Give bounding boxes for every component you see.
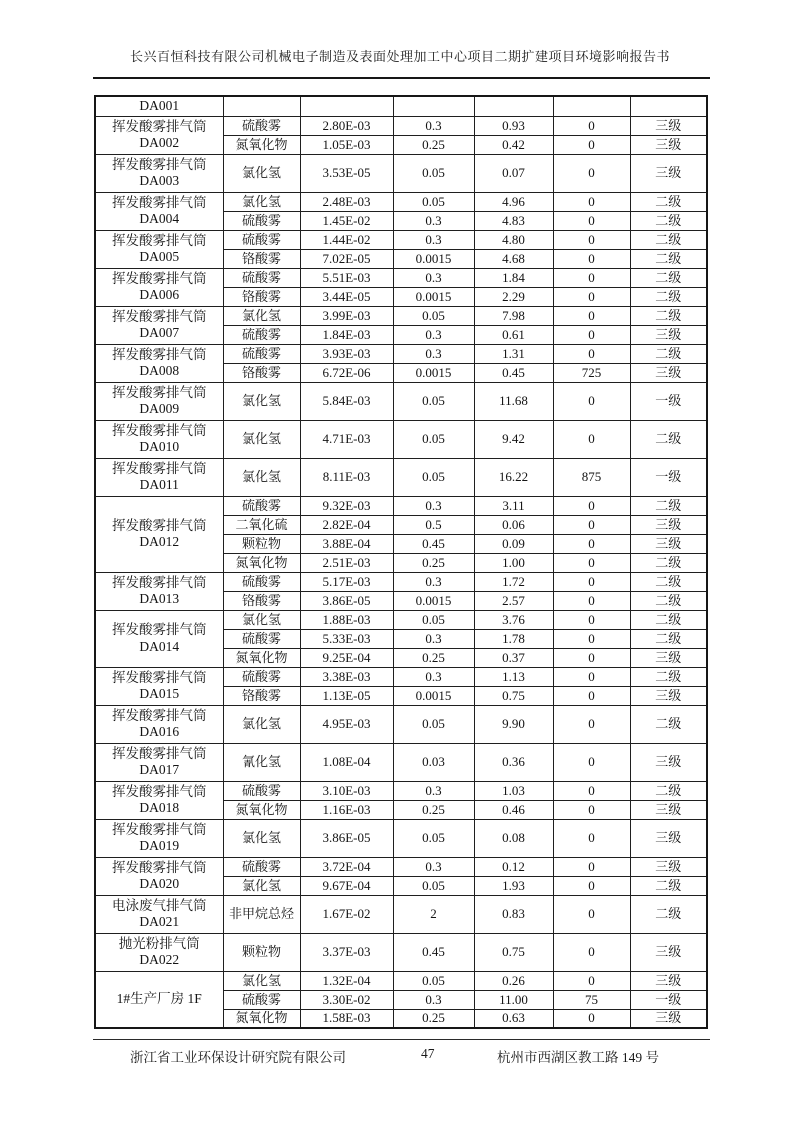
cell-empty	[393, 96, 474, 116]
cell-stack-name: 挥发酸雾排气筒 DA007	[95, 306, 223, 344]
cell-extra: 0	[553, 781, 630, 800]
cell-stack-name: 挥发酸雾排气筒 DA014	[95, 610, 223, 667]
cell-emission-rate: 3.37E-03	[300, 933, 393, 971]
cell-pollutant: 硫酸雾	[223, 667, 300, 686]
cell-extra: 0	[553, 933, 630, 971]
footer-page-number: 47	[421, 1046, 435, 1061]
cell-level: 二级	[630, 344, 707, 363]
cell-emission-rate: 1.08E-04	[300, 743, 393, 781]
cell-level: 二级	[630, 553, 707, 572]
cell-standard-rate: 0.3	[393, 667, 474, 686]
cell-standard-rate: 0.3	[393, 496, 474, 515]
table-row	[95, 610, 707, 629]
table-row	[95, 743, 707, 781]
footer-address: 杭州市西湖区教工路 149 号	[497, 1050, 659, 1065]
cell-extra: 0	[553, 211, 630, 230]
cell-emission-rate: 3.53E-05	[300, 154, 393, 192]
cell-level: 二级	[630, 230, 707, 249]
cell-standard-rate: 0.3	[393, 344, 474, 363]
cell-emission-rate: 2.48E-03	[300, 192, 393, 211]
cell-standard-rate: 0.0015	[393, 363, 474, 382]
cell-ratio: 0.07	[474, 154, 553, 192]
cell-ratio: 9.90	[474, 705, 553, 743]
cell-pollutant: 硫酸雾	[223, 268, 300, 287]
cell-stack-name: 挥发酸雾排气筒 DA020	[95, 857, 223, 895]
cell-ratio: 9.42	[474, 420, 553, 458]
cell-ratio: 4.96	[474, 192, 553, 211]
cell-pollutant: 硫酸雾	[223, 857, 300, 876]
cell-standard-rate: 0.45	[393, 933, 474, 971]
cell-emission-rate: 8.11E-03	[300, 458, 393, 496]
table-row	[95, 933, 707, 971]
cell-standard-rate: 0.25	[393, 135, 474, 154]
cell-extra: 0	[553, 686, 630, 705]
cell-pollutant: 硫酸雾	[223, 344, 300, 363]
cell-extra: 0	[553, 1009, 630, 1028]
cell-standard-rate: 0.3	[393, 325, 474, 344]
cell-ratio: 0.06	[474, 515, 553, 534]
cell-emission-rate: 2.51E-03	[300, 553, 393, 572]
cell-ratio: 0.46	[474, 800, 553, 819]
cell-stack-name: 1#生产厂房 1F	[95, 971, 223, 1028]
cell-pollutant: 铬酸雾	[223, 249, 300, 268]
cell-extra: 0	[553, 553, 630, 572]
cell-standard-rate: 0.05	[393, 610, 474, 629]
cell-standard-rate: 0.3	[393, 230, 474, 249]
cell-pollutant: 氯化氢	[223, 971, 300, 990]
cell-extra: 0	[553, 496, 630, 515]
cell-standard-rate: 0.3	[393, 211, 474, 230]
cell-pollutant: 铬酸雾	[223, 591, 300, 610]
cell-ratio: 0.37	[474, 648, 553, 667]
cell-stack-name: 挥发酸雾排气筒 DA009	[95, 382, 223, 420]
cell-level: 二级	[630, 211, 707, 230]
cell-extra: 0	[553, 249, 630, 268]
cell-stack-name: 挥发酸雾排气筒 DA003	[95, 154, 223, 192]
cell-ratio: 1.03	[474, 781, 553, 800]
cell-level: 二级	[630, 192, 707, 211]
cell-ratio: 4.80	[474, 230, 553, 249]
cell-ratio: 4.68	[474, 249, 553, 268]
cell-pollutant: 氯化氢	[223, 192, 300, 211]
cell-empty	[223, 96, 300, 116]
cell-extra: 725	[553, 363, 630, 382]
cell-level: 三级	[630, 116, 707, 135]
cell-standard-rate: 0.25	[393, 648, 474, 667]
cell-extra: 0	[553, 230, 630, 249]
cell-standard-rate: 0.25	[393, 1009, 474, 1028]
cell-level: 三级	[630, 819, 707, 857]
cell-emission-rate: 5.17E-03	[300, 572, 393, 591]
cell-standard-rate: 0.0015	[393, 591, 474, 610]
cell-pollutant: 硫酸雾	[223, 211, 300, 230]
cell-emission-rate: 3.30E-02	[300, 990, 393, 1009]
table-row	[95, 705, 707, 743]
cell-pollutant: 氮氧化物	[223, 135, 300, 154]
cell-emission-rate: 9.67E-04	[300, 876, 393, 895]
cell-level: 三级	[630, 363, 707, 382]
cell-standard-rate: 0.0015	[393, 249, 474, 268]
cell-extra: 0	[553, 192, 630, 211]
table-row	[95, 496, 707, 515]
cell-level: 三级	[630, 1009, 707, 1028]
cell-extra: 0	[553, 572, 630, 591]
cell-standard-rate: 0.25	[393, 553, 474, 572]
table-row	[95, 192, 707, 211]
cell-emission-rate: 1.88E-03	[300, 610, 393, 629]
cell-standard-rate: 0.3	[393, 629, 474, 648]
cell-standard-rate: 0.3	[393, 781, 474, 800]
page-footer	[0, 1046, 800, 1066]
cell-ratio: 0.83	[474, 895, 553, 933]
cell-emission-rate: 3.10E-03	[300, 781, 393, 800]
cell-standard-rate: 0.05	[393, 705, 474, 743]
cell-level: 三级	[630, 648, 707, 667]
table-row	[95, 344, 707, 363]
table-row	[95, 116, 707, 135]
cell-extra: 0	[553, 344, 630, 363]
cell-level: 三级	[630, 857, 707, 876]
cell-ratio: 0.75	[474, 686, 553, 705]
cell-pollutant: 硫酸雾	[223, 116, 300, 135]
table-row	[95, 572, 707, 591]
cell-extra: 0	[553, 116, 630, 135]
cell-ratio: 1.72	[474, 572, 553, 591]
cell-standard-rate: 0.3	[393, 857, 474, 876]
cell-extra: 0	[553, 895, 630, 933]
cell-stack-name: 挥发酸雾排气筒 DA008	[95, 344, 223, 382]
cell-emission-rate: 3.44E-05	[300, 287, 393, 306]
cell-extra: 0	[553, 610, 630, 629]
cell-emission-rate: 2.80E-03	[300, 116, 393, 135]
cell-ratio: 4.83	[474, 211, 553, 230]
cell-ratio: 11.68	[474, 382, 553, 420]
cell-ratio: 0.42	[474, 135, 553, 154]
cell-extra: 0	[553, 287, 630, 306]
cell-ratio: 0.12	[474, 857, 553, 876]
cell-stack-name: 挥发酸雾排气筒 DA002	[95, 116, 223, 154]
cell-extra: 0	[553, 876, 630, 895]
cell-extra: 0	[553, 515, 630, 534]
cell-pollutant: 非甲烷总烃	[223, 895, 300, 933]
cell-level: 三级	[630, 135, 707, 154]
cell-empty	[300, 96, 393, 116]
cell-emission-rate: 5.84E-03	[300, 382, 393, 420]
cell-ratio: 3.11	[474, 496, 553, 515]
cell-emission-rate: 1.16E-03	[300, 800, 393, 819]
cell-pollutant: 硫酸雾	[223, 990, 300, 1009]
cell-stack-name: 挥发酸雾排气筒 DA017	[95, 743, 223, 781]
table-row	[95, 667, 707, 686]
cell-standard-rate: 0.05	[393, 819, 474, 857]
cell-stack-name: 挥发酸雾排气筒 DA012	[95, 496, 223, 572]
cell-pollutant: 氯化氢	[223, 306, 300, 325]
cell-pollutant: 氯化氢	[223, 382, 300, 420]
cell-stack-name: 挥发酸雾排气筒 DA019	[95, 819, 223, 857]
cell-stack-name: 挥发酸雾排气筒 DA013	[95, 572, 223, 610]
cell-emission-rate: 4.95E-03	[300, 705, 393, 743]
cell-emission-rate: 5.33E-03	[300, 629, 393, 648]
cell-ratio: 0.93	[474, 116, 553, 135]
cell-level: 三级	[630, 534, 707, 553]
cell-standard-rate: 0.3	[393, 268, 474, 287]
cell-level: 一级	[630, 990, 707, 1009]
cell-standard-rate: 0.05	[393, 458, 474, 496]
cell-level: 二级	[630, 306, 707, 325]
cell-pollutant: 氰化氢	[223, 743, 300, 781]
cell-standard-rate: 0.05	[393, 420, 474, 458]
cell-pollutant: 氯化氢	[223, 458, 300, 496]
cell-extra: 0	[553, 325, 630, 344]
cell-pollutant: 氮氧化物	[223, 800, 300, 819]
cell-emission-rate: 3.93E-03	[300, 344, 393, 363]
cell-standard-rate: 0.0015	[393, 686, 474, 705]
cell-pollutant: 二氧化硫	[223, 515, 300, 534]
cell-ratio: 1.78	[474, 629, 553, 648]
cell-stack-name: 挥发酸雾排气筒 DA006	[95, 268, 223, 306]
cell-level: 一级	[630, 382, 707, 420]
cell-emission-rate: 5.51E-03	[300, 268, 393, 287]
cell-extra: 0	[553, 800, 630, 819]
cell-ratio: 11.00	[474, 990, 553, 1009]
page-title: 长兴百恒科技有限公司机械电子制造及表面处理加工中心项目二期扩建项目环境影响报告书	[129, 49, 670, 64]
cell-extra: 0	[553, 534, 630, 553]
cell-standard-rate: 0.25	[393, 800, 474, 819]
cell-pollutant: 氯化氢	[223, 154, 300, 192]
table-row	[95, 154, 707, 192]
cell-ratio: 0.26	[474, 971, 553, 990]
cell-standard-rate: 0.05	[393, 306, 474, 325]
cell-ratio: 2.57	[474, 591, 553, 610]
cell-emission-rate: 1.05E-03	[300, 135, 393, 154]
cell-extra: 0	[553, 819, 630, 857]
cell-pollutant: 硫酸雾	[223, 781, 300, 800]
cell-standard-rate: 2	[393, 895, 474, 933]
cell-ratio: 0.09	[474, 534, 553, 553]
cell-extra: 0	[553, 705, 630, 743]
cell-emission-rate: 3.99E-03	[300, 306, 393, 325]
cell-extra: 0	[553, 971, 630, 990]
cell-level: 三级	[630, 515, 707, 534]
cell-pollutant: 硫酸雾	[223, 230, 300, 249]
cell-pollutant: 氯化氢	[223, 420, 300, 458]
cell-stack-name: 挥发酸雾排气筒 DA004	[95, 192, 223, 230]
cell-level: 二级	[630, 667, 707, 686]
cell-ratio: 0.63	[474, 1009, 553, 1028]
cell-stack-name: 挥发酸雾排气筒 DA016	[95, 705, 223, 743]
table-row	[95, 857, 707, 876]
cell-empty	[474, 96, 553, 116]
cell-extra: 0	[553, 857, 630, 876]
cell-ratio: 0.45	[474, 363, 553, 382]
cell-level: 一级	[630, 458, 707, 496]
cell-pollutant: 氮氧化物	[223, 648, 300, 667]
cell-emission-rate: 1.84E-03	[300, 325, 393, 344]
cell-stack-name: 挥发酸雾排气筒 DA018	[95, 781, 223, 819]
cell-ratio: 7.98	[474, 306, 553, 325]
cell-stack-name: 电泳废气排气筒 DA021	[95, 895, 223, 933]
cell-pollutant: 颗粒物	[223, 534, 300, 553]
cell-emission-rate: 3.38E-03	[300, 667, 393, 686]
cell-pollutant: 铬酸雾	[223, 686, 300, 705]
cell-level: 三级	[630, 933, 707, 971]
cell-emission-rate: 3.88E-04	[300, 534, 393, 553]
cell-emission-rate: 1.44E-02	[300, 230, 393, 249]
cell-extra: 0	[553, 420, 630, 458]
cell-level: 二级	[630, 705, 707, 743]
cell-ratio: 0.08	[474, 819, 553, 857]
cell-ratio: 3.76	[474, 610, 553, 629]
cell-ratio: 1.00	[474, 553, 553, 572]
cell-level: 二级	[630, 629, 707, 648]
cell-extra: 0	[553, 135, 630, 154]
cell-emission-rate: 1.67E-02	[300, 895, 393, 933]
cell-standard-rate: 0.05	[393, 382, 474, 420]
cell-emission-rate: 3.72E-04	[300, 857, 393, 876]
cell-level: 三级	[630, 971, 707, 990]
cell-standard-rate: 0.45	[393, 534, 474, 553]
cell-pollutant: 铬酸雾	[223, 363, 300, 382]
cell-pollutant: 硫酸雾	[223, 496, 300, 515]
table-row	[95, 895, 707, 933]
cell-ratio: 1.84	[474, 268, 553, 287]
cell-level: 三级	[630, 154, 707, 192]
footer-company: 浙江省工业环保设计研究院有限公司	[130, 1050, 346, 1065]
cell-emission-rate: 1.45E-02	[300, 211, 393, 230]
cell-extra: 875	[553, 458, 630, 496]
cell-standard-rate: 0.05	[393, 971, 474, 990]
cell-pollutant: 氮氧化物	[223, 553, 300, 572]
table-row	[95, 819, 707, 857]
cell-standard-rate: 0.3	[393, 572, 474, 591]
cell-emission-rate: 3.86E-05	[300, 819, 393, 857]
cell-extra: 0	[553, 629, 630, 648]
cell-extra: 0	[553, 382, 630, 420]
cell-pollutant: 氯化氢	[223, 705, 300, 743]
cell-pollutant: 铬酸雾	[223, 287, 300, 306]
cell-pollutant: 氯化氢	[223, 610, 300, 629]
cell-emission-rate: 9.25E-04	[300, 648, 393, 667]
emissions-table-body	[95, 96, 707, 1028]
cell-emission-rate: 1.13E-05	[300, 686, 393, 705]
cell-pollutant: 硫酸雾	[223, 325, 300, 344]
table-row	[95, 306, 707, 325]
table-row-partial	[95, 96, 707, 116]
cell-emission-rate: 1.32E-04	[300, 971, 393, 990]
cell-emission-rate: 4.71E-03	[300, 420, 393, 458]
cell-empty	[630, 96, 707, 116]
cell-stack-name: 挥发酸雾排气筒 DA011	[95, 458, 223, 496]
footer-rule	[93, 1039, 710, 1040]
emissions-table	[94, 95, 708, 1029]
table-row	[95, 458, 707, 496]
cell-standard-rate: 0.05	[393, 876, 474, 895]
table-row	[95, 268, 707, 287]
cell-standard-rate: 0.05	[393, 192, 474, 211]
cell-ratio: 1.93	[474, 876, 553, 895]
table-row	[95, 781, 707, 800]
cell-extra: 0	[553, 667, 630, 686]
cell-ratio: 16.22	[474, 458, 553, 496]
table-row	[95, 420, 707, 458]
cell-pollutant: 颗粒物	[223, 933, 300, 971]
cell-level: 二级	[630, 572, 707, 591]
cell-extra: 0	[553, 743, 630, 781]
cell-stack-name: 抛光粉排气筒 DA022	[95, 933, 223, 971]
cell-ratio: 1.13	[474, 667, 553, 686]
header-rule	[93, 77, 710, 79]
cell-standard-rate: 0.3	[393, 116, 474, 135]
cell-extra: 0	[553, 154, 630, 192]
cell-level: 三级	[630, 800, 707, 819]
cell-stack-name: 挥发酸雾排气筒 DA015	[95, 667, 223, 705]
cell-ratio: 1.31	[474, 344, 553, 363]
cell-ratio: 2.29	[474, 287, 553, 306]
cell-extra: 0	[553, 268, 630, 287]
cell-pollutant: 氯化氢	[223, 819, 300, 857]
cell-level: 二级	[630, 496, 707, 515]
cell-stack-name: 挥发酸雾排气筒 DA005	[95, 230, 223, 268]
cell-level: 二级	[630, 876, 707, 895]
table-row	[95, 382, 707, 420]
cell-stack-name: DA001	[95, 96, 223, 116]
cell-emission-rate: 7.02E-05	[300, 249, 393, 268]
cell-level: 二级	[630, 268, 707, 287]
table-row	[95, 971, 707, 990]
cell-level: 三级	[630, 743, 707, 781]
cell-level: 二级	[630, 249, 707, 268]
cell-standard-rate: 0.03	[393, 743, 474, 781]
cell-standard-rate: 0.05	[393, 154, 474, 192]
cell-level: 二级	[630, 591, 707, 610]
cell-extra: 75	[553, 990, 630, 1009]
cell-emission-rate: 3.86E-05	[300, 591, 393, 610]
cell-pollutant: 硫酸雾	[223, 572, 300, 591]
cell-empty	[553, 96, 630, 116]
cell-standard-rate: 0.5	[393, 515, 474, 534]
cell-level: 二级	[630, 420, 707, 458]
cell-emission-rate: 6.72E-06	[300, 363, 393, 382]
cell-standard-rate: 0.0015	[393, 287, 474, 306]
cell-pollutant: 氮氧化物	[223, 1009, 300, 1028]
cell-emission-rate: 9.32E-03	[300, 496, 393, 515]
cell-emission-rate: 1.58E-03	[300, 1009, 393, 1028]
cell-level: 二级	[630, 895, 707, 933]
table-row	[95, 230, 707, 249]
cell-pollutant: 氯化氢	[223, 876, 300, 895]
cell-extra: 0	[553, 591, 630, 610]
cell-pollutant: 硫酸雾	[223, 629, 300, 648]
cell-standard-rate: 0.3	[393, 990, 474, 1009]
cell-level: 三级	[630, 686, 707, 705]
cell-ratio: 0.36	[474, 743, 553, 781]
cell-level: 二级	[630, 287, 707, 306]
cell-level: 三级	[630, 325, 707, 344]
cell-extra: 0	[553, 648, 630, 667]
cell-extra: 0	[553, 306, 630, 325]
cell-ratio: 0.61	[474, 325, 553, 344]
cell-level: 二级	[630, 610, 707, 629]
cell-ratio: 0.75	[474, 933, 553, 971]
cell-emission-rate: 2.82E-04	[300, 515, 393, 534]
cell-level: 二级	[630, 781, 707, 800]
cell-stack-name: 挥发酸雾排气筒 DA010	[95, 420, 223, 458]
